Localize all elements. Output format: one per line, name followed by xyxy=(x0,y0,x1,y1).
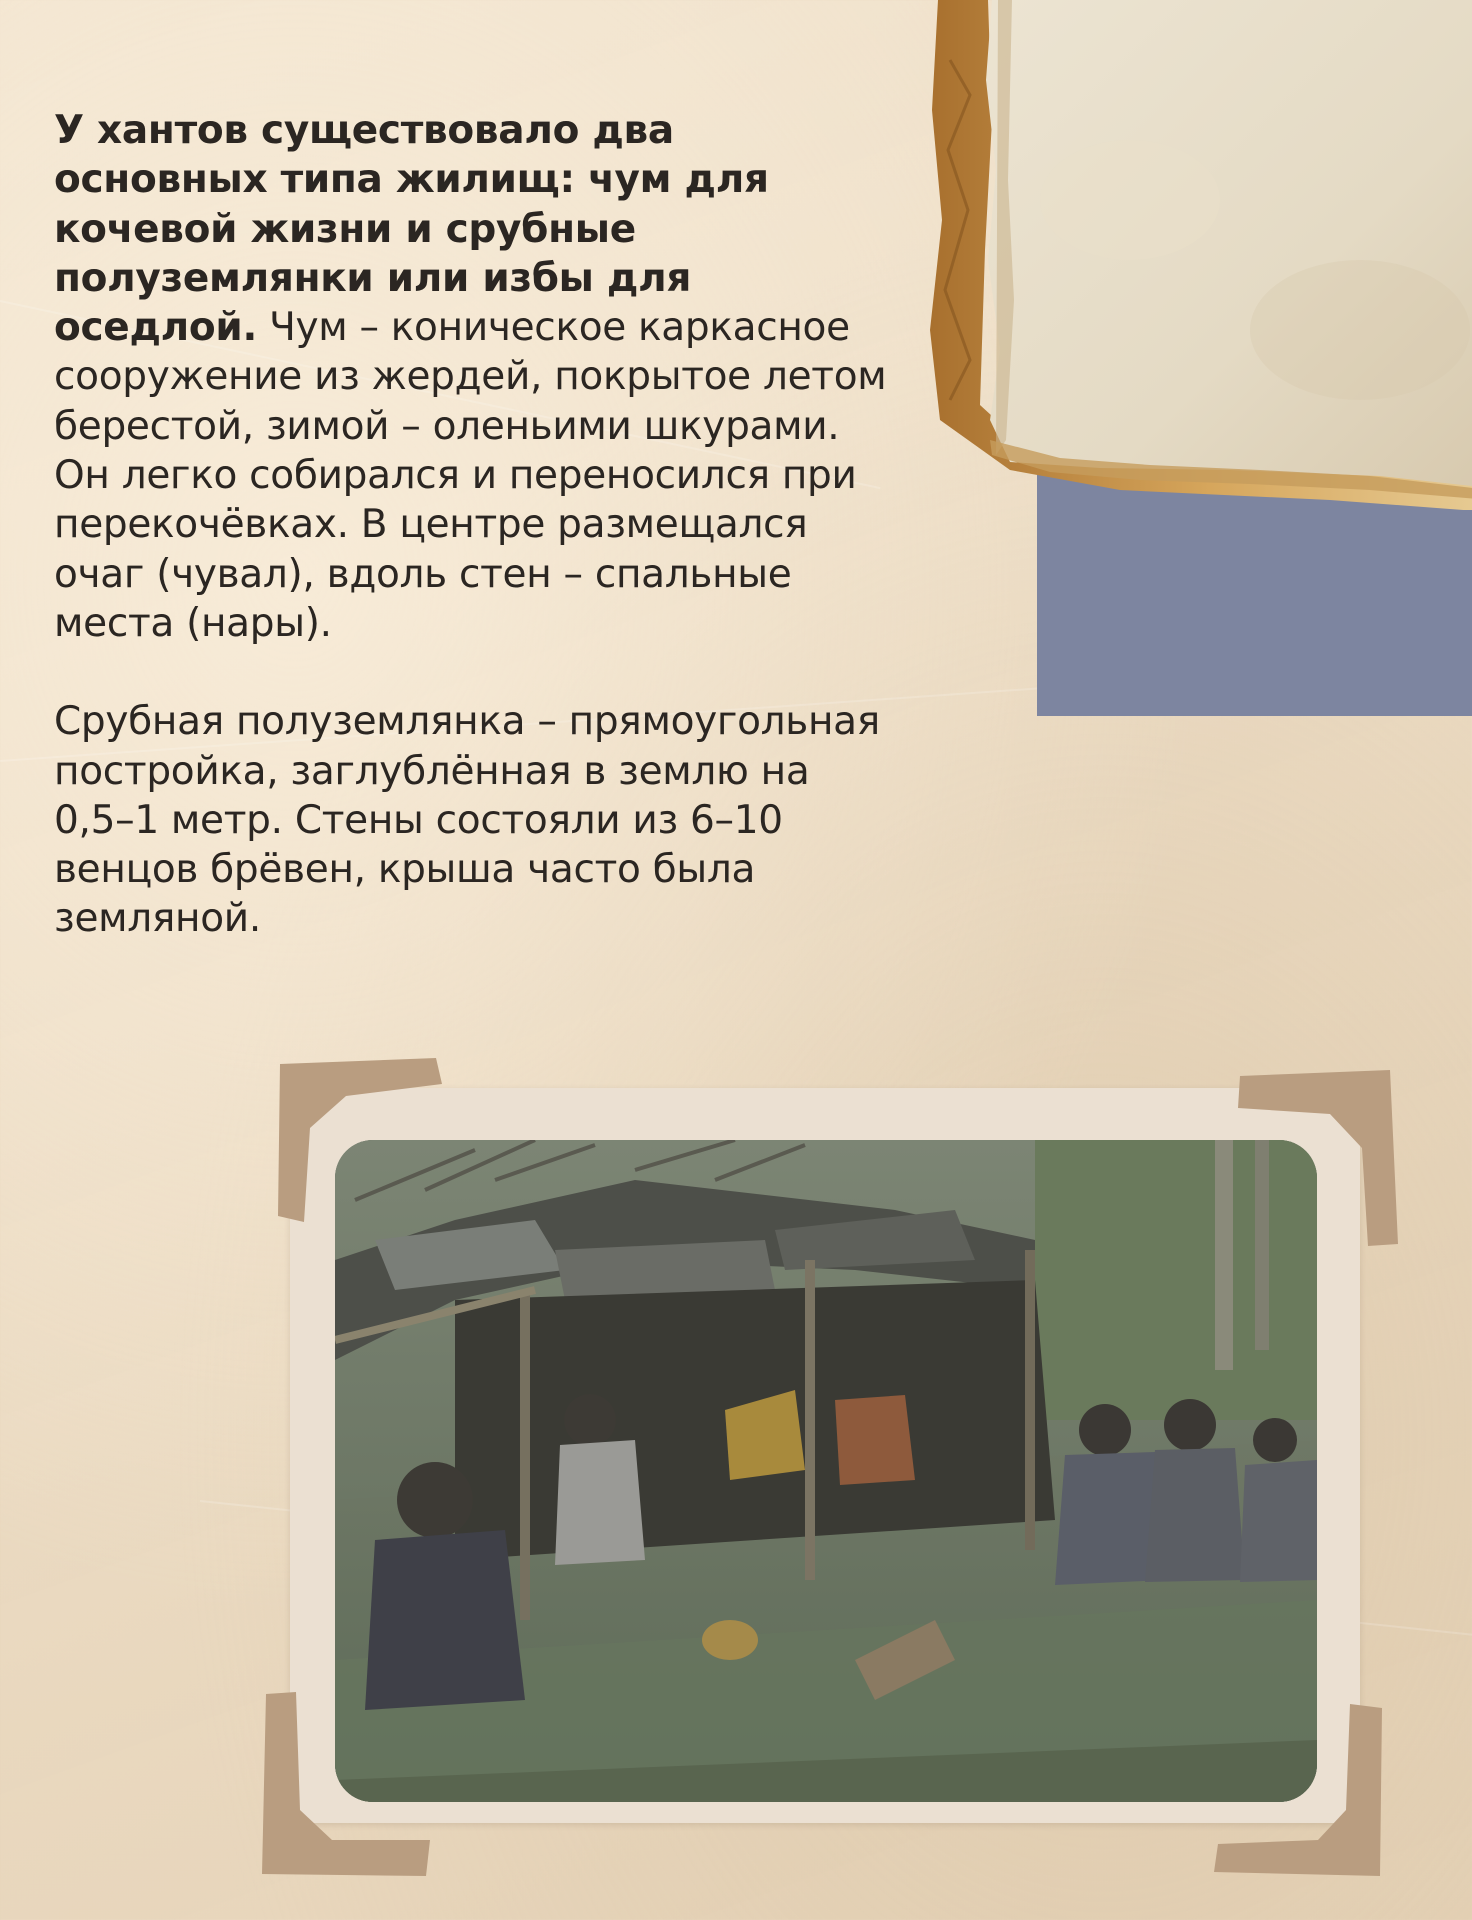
paragraph-lead-bold: У хантов существовало два основных типа жилищ: чум для кочевой жизни и срубные полуземлянки или избы для оседлой. xyxy=(54,108,769,351)
paragraph-body: Чум – коническое каркасное сооружение из жердей, покрытое летом берестой, зимой – оленьими шкурами. Он легко собирался и переносился при перекочёвках. В центре размещался очаг (чувал), вдоль стен – спальные места (нары). xyxy=(54,305,887,646)
photo-corner-top-left xyxy=(276,1056,446,1226)
article-text xyxy=(54,106,894,944)
photo-corner-bottom-left xyxy=(256,1690,436,1880)
paragraph-semi-dugout: Срубная полуземлянка – прямоугольная постройка, заглублённая в землю на 0,5–1 метр. Стены состояли из 6–10 венцов брёвен, крыша часто была земляной. xyxy=(54,699,880,942)
aged-paper-image xyxy=(930,0,1472,510)
paragraph-dwellings xyxy=(54,106,894,648)
photo-corner-bottom-right xyxy=(1210,1700,1390,1880)
historical-photo xyxy=(335,1140,1317,1802)
photo-corner-top-right xyxy=(1230,1068,1400,1248)
